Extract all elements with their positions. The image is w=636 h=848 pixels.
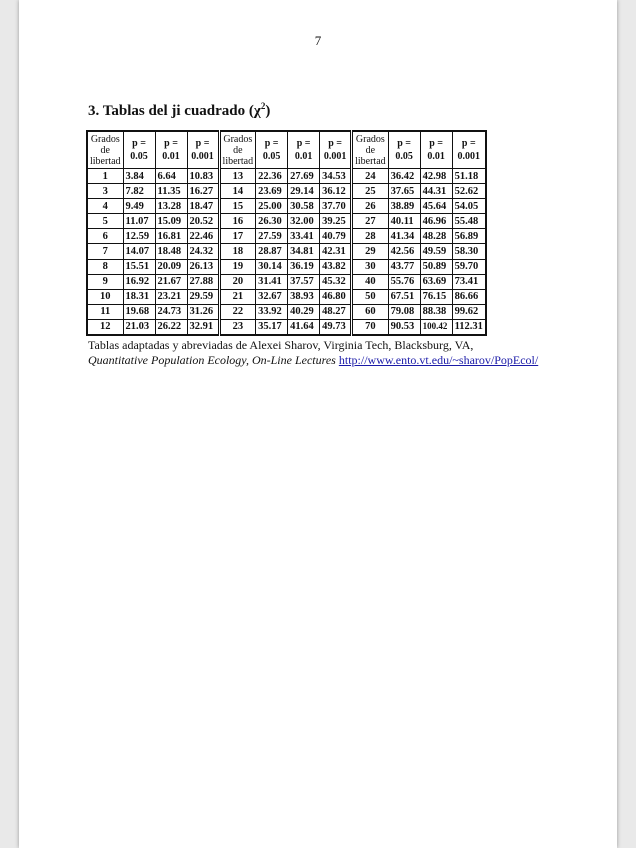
section-title — [88, 101, 270, 120]
header-p-value: p = 0.01 — [420, 131, 452, 169]
critical-value-cell: 26.30 — [256, 214, 288, 229]
degrees-of-freedom-cell: 22 — [219, 304, 256, 319]
critical-value-cell: 55.76 — [388, 274, 420, 289]
critical-value-cell: 33.41 — [288, 229, 320, 244]
critical-value-cell: 27.69 — [288, 169, 320, 184]
chi-square-table — [86, 130, 487, 336]
critical-value-cell: 50.89 — [420, 259, 452, 274]
degrees-of-freedom-cell: 16 — [219, 214, 256, 229]
table-row — [87, 169, 486, 184]
critical-value-cell: 15.09 — [155, 214, 187, 229]
degrees-of-freedom-cell: 26 — [352, 199, 389, 214]
critical-value-cell: 59.70 — [452, 259, 486, 274]
degrees-of-freedom-cell: 20 — [219, 274, 256, 289]
critical-value-cell: 23.69 — [256, 184, 288, 199]
critical-value-cell: 45.32 — [320, 274, 352, 289]
critical-value-cell: 38.93 — [288, 289, 320, 304]
header-degrees-of-freedom — [219, 131, 256, 169]
critical-value-cell: 23.21 — [155, 289, 187, 304]
critical-value-cell: 37.65 — [388, 184, 420, 199]
degrees-of-freedom-cell: 25 — [352, 184, 389, 199]
degrees-of-freedom-cell: 11 — [87, 304, 123, 319]
section-title-close: ) — [265, 103, 271, 119]
header-df-word: Grados — [90, 133, 120, 145]
degrees-of-freedom-cell: 7 — [87, 244, 123, 259]
source-line-1: Tablas adaptadas y abreviadas de Alexei Sharov, Virginia Tech, Blacksburg, VA, — [88, 338, 474, 352]
critical-value-cell: 9.49 — [123, 199, 155, 214]
critical-value-cell: 31.26 — [187, 304, 219, 319]
critical-value-cell: 6.64 — [155, 169, 187, 184]
critical-value-cell: 26.22 — [155, 319, 187, 335]
degrees-of-freedom-cell: 27 — [352, 214, 389, 229]
critical-value-cell: 24.32 — [187, 244, 219, 259]
table-row — [87, 214, 486, 229]
critical-value-cell: 51.18 — [452, 169, 486, 184]
header-p-value: p = 0.05 — [123, 131, 155, 169]
critical-value-cell: 13.28 — [155, 199, 187, 214]
critical-value-cell: 32.00 — [288, 214, 320, 229]
critical-value-cell: 42.31 — [320, 244, 352, 259]
degrees-of-freedom-cell: 5 — [87, 214, 123, 229]
critical-value-cell: 48.28 — [420, 229, 452, 244]
critical-value-cell: 88.38 — [420, 304, 452, 319]
critical-value-cell: 40.29 — [288, 304, 320, 319]
degrees-of-freedom-cell: 14 — [219, 184, 256, 199]
critical-value-cell: 36.12 — [320, 184, 352, 199]
header-df-word: de — [365, 144, 376, 156]
critical-value-cell: 16.27 — [187, 184, 219, 199]
degrees-of-freedom-cell: 50 — [352, 289, 389, 304]
critical-value-cell: 21.67 — [155, 274, 187, 289]
critical-value-cell: 21.03 — [123, 319, 155, 335]
table-header — [87, 131, 486, 169]
critical-value-cell: 41.64 — [288, 319, 320, 335]
critical-value-cell: 38.89 — [388, 199, 420, 214]
critical-value-cell: 43.82 — [320, 259, 352, 274]
critical-value-cell: 42.98 — [420, 169, 452, 184]
critical-value-cell: 86.66 — [452, 289, 486, 304]
section-title-text: 3. Tablas del ji cuadrado ( — [88, 103, 254, 119]
critical-value-cell: 30.14 — [256, 259, 288, 274]
critical-value-cell: 27.59 — [256, 229, 288, 244]
critical-value-cell: 30.58 — [288, 199, 320, 214]
table-row — [87, 184, 486, 199]
table-row — [87, 259, 486, 274]
critical-value-cell: 40.11 — [388, 214, 420, 229]
critical-value-cell: 46.80 — [320, 289, 352, 304]
table-row — [87, 274, 486, 289]
critical-value-cell: 16.92 — [123, 274, 155, 289]
critical-value-cell: 29.59 — [187, 289, 219, 304]
header-degrees-of-freedom — [352, 131, 389, 169]
critical-value-cell: 25.00 — [256, 199, 288, 214]
source-publication: Quantitative Population Ecology, On-Line Lectures — [88, 352, 336, 367]
critical-value-cell: 3.84 — [123, 169, 155, 184]
critical-value-cell: 63.69 — [420, 274, 452, 289]
critical-value-cell: 26.13 — [187, 259, 219, 274]
degrees-of-freedom-cell: 15 — [219, 199, 256, 214]
critical-value-cell: 56.89 — [452, 229, 486, 244]
critical-value-cell: 20.52 — [187, 214, 219, 229]
header-degrees-of-freedom — [87, 131, 123, 169]
critical-value-cell: 28.87 — [256, 244, 288, 259]
critical-value-cell: 48.27 — [320, 304, 352, 319]
header-p-value: p = 0.001 — [187, 131, 219, 169]
header-df-word: libertad — [222, 155, 254, 167]
source-line-2 — [88, 353, 608, 368]
critical-value-cell: 15.51 — [123, 259, 155, 274]
page-number: 7 — [314, 33, 322, 48]
chi-square-table-wrapper — [86, 130, 487, 336]
degrees-of-freedom-cell: 3 — [87, 184, 123, 199]
critical-value-cell: 79.08 — [388, 304, 420, 319]
degrees-of-freedom-cell: 12 — [87, 319, 123, 335]
header-df-word: de — [100, 144, 110, 156]
critical-value-cell: 90.53 — [388, 319, 420, 335]
critical-value-cell: 76.15 — [420, 289, 452, 304]
critical-value-cell: 34.53 — [320, 169, 352, 184]
critical-value-cell: 35.17 — [256, 319, 288, 335]
table-row — [87, 319, 486, 335]
table-row — [87, 229, 486, 244]
header-p-value: p = 0.01 — [288, 131, 320, 169]
degrees-of-freedom-cell: 60 — [352, 304, 389, 319]
degrees-of-freedom-cell: 24 — [352, 169, 389, 184]
critical-value-cell: 19.68 — [123, 304, 155, 319]
critical-value-cell: 12.59 — [123, 229, 155, 244]
critical-value-cell: 34.81 — [288, 244, 320, 259]
degrees-of-freedom-cell: 30 — [352, 259, 389, 274]
critical-value-cell: 18.31 — [123, 289, 155, 304]
document-page — [19, 0, 617, 848]
degrees-of-freedom-cell: 23 — [219, 319, 256, 335]
header-df-word: Grados — [355, 133, 385, 145]
critical-value-cell: 99.62 — [452, 304, 486, 319]
critical-value-cell: 46.96 — [420, 214, 452, 229]
critical-value-cell: 39.25 — [320, 214, 352, 229]
header-p-value: p = 0.001 — [452, 131, 486, 169]
degrees-of-freedom-cell: 18 — [219, 244, 256, 259]
header-df-word: libertad — [90, 155, 121, 167]
critical-value-cell: 54.05 — [452, 199, 486, 214]
critical-value-cell: 37.70 — [320, 199, 352, 214]
critical-value-cell: 32.67 — [256, 289, 288, 304]
critical-value-cell: 32.91 — [187, 319, 219, 335]
degrees-of-freedom-cell: 4 — [87, 199, 123, 214]
header-p-value: p = 0.05 — [256, 131, 288, 169]
critical-value-cell: 31.41 — [256, 274, 288, 289]
critical-value-cell: 7.82 — [123, 184, 155, 199]
degrees-of-freedom-cell: 8 — [87, 259, 123, 274]
source-note — [88, 338, 608, 367]
critical-value-cell: 42.56 — [388, 244, 420, 259]
critical-value-cell: 11.35 — [155, 184, 187, 199]
critical-value-cell: 67.51 — [388, 289, 420, 304]
critical-value-cell: 10.83 — [187, 169, 219, 184]
degrees-of-freedom-cell: 9 — [87, 274, 123, 289]
degrees-of-freedom-cell: 13 — [219, 169, 256, 184]
degrees-of-freedom-cell: 1 — [87, 169, 123, 184]
degrees-of-freedom-cell: 29 — [352, 244, 389, 259]
critical-value-cell: 27.88 — [187, 274, 219, 289]
critical-value-cell: 18.48 — [155, 244, 187, 259]
degrees-of-freedom-cell: 40 — [352, 274, 389, 289]
critical-value-cell: 20.09 — [155, 259, 187, 274]
critical-value-cell: 11.07 — [123, 214, 155, 229]
critical-value-cell: 73.41 — [452, 274, 486, 289]
critical-value-cell: 24.73 — [155, 304, 187, 319]
critical-value-cell: 36.42 — [388, 169, 420, 184]
header-p-value: p = 0.001 — [320, 131, 352, 169]
critical-value-cell: 16.81 — [155, 229, 187, 244]
critical-value-cell: 55.48 — [452, 214, 486, 229]
critical-value-cell: 112.31 — [452, 319, 486, 335]
source-link[interactable]: http://www.ento.vt.edu/~sharov/PopEcol/ — [338, 352, 539, 367]
header-df-word: libertad — [355, 155, 386, 167]
header-df-word: de — [233, 144, 243, 156]
critical-value-cell: 43.77 — [388, 259, 420, 274]
table-row — [87, 199, 486, 214]
critical-value-cell: 33.92 — [256, 304, 288, 319]
critical-value-cell: 44.31 — [420, 184, 452, 199]
critical-value-cell: 40.79 — [320, 229, 352, 244]
header-row — [87, 131, 486, 169]
critical-value-cell: 36.19 — [288, 259, 320, 274]
degrees-of-freedom-cell: 10 — [87, 289, 123, 304]
critical-value-cell: 45.64 — [420, 199, 452, 214]
critical-value-cell: 37.57 — [288, 274, 320, 289]
header-p-value: p = 0.05 — [388, 131, 420, 169]
critical-value-cell: 100.42 — [420, 319, 452, 335]
degrees-of-freedom-cell: 21 — [219, 289, 256, 304]
chi-exponent: 2 — [260, 101, 266, 111]
table-body — [87, 169, 486, 336]
degrees-of-freedom-cell: 17 — [219, 229, 256, 244]
degrees-of-freedom-cell: 28 — [352, 229, 389, 244]
critical-value-cell: 22.46 — [187, 229, 219, 244]
degrees-of-freedom-cell: 19 — [219, 259, 256, 274]
critical-value-cell: 52.62 — [452, 184, 486, 199]
critical-value-cell: 58.30 — [452, 244, 486, 259]
table-row — [87, 289, 486, 304]
chi-symbol: χ — [253, 103, 261, 119]
header-df-word: Grados — [223, 133, 253, 145]
table-row — [87, 304, 486, 319]
critical-value-cell: 18.47 — [187, 199, 219, 214]
header-p-value: p = 0.01 — [155, 131, 187, 169]
critical-value-cell: 22.36 — [256, 169, 288, 184]
degrees-of-freedom-cell: 70 — [352, 319, 389, 335]
critical-value-cell: 49.73 — [320, 319, 352, 335]
critical-value-cell: 14.07 — [123, 244, 155, 259]
critical-value-cell: 41.34 — [388, 229, 420, 244]
degrees-of-freedom-cell: 6 — [87, 229, 123, 244]
critical-value-cell: 49.59 — [420, 244, 452, 259]
table-row — [87, 244, 486, 259]
critical-value-cell: 29.14 — [288, 184, 320, 199]
